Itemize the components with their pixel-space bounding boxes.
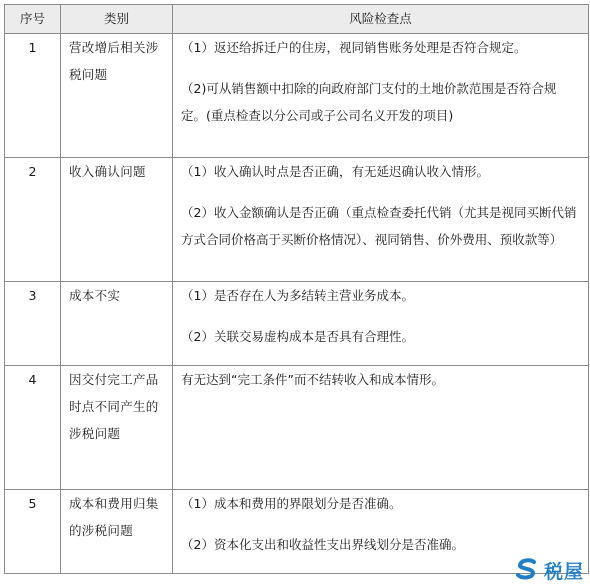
table-row <box>5 490 589 574</box>
checkpoint-item: （1）是否存在人为多结转主营业务成本。 <box>181 288 414 303</box>
row-seq: 1 <box>5 34 61 158</box>
checkpoint-item: （2）资本化支出和收益性支出界线划分是否准确。 <box>181 537 464 552</box>
header-checkpoints: 风险检查点 <box>173 5 589 34</box>
table-row <box>5 158 589 282</box>
header-seq: 序号 <box>5 5 61 34</box>
checkpoint-item: （2)可从销售额中扣除的向政府部门支付的土地价款范围是否符合规定。(重点检查以分公司或子公司名义开发的项目) <box>181 81 557 123</box>
row-category: 收入确认问题 <box>61 158 173 282</box>
checkpoint-item: （1）返还给拆迁户的住房，视同销售账务处理是否符合规定。 <box>181 40 527 55</box>
checkpoint-item: （2）收入金额确认是否正确（重点检查委托代销（尤其是视同买断代销方式合同价格高于买断价格情况）、视同销售、价外费用、预收款等） <box>181 205 577 247</box>
row-checkpoints <box>173 34 589 158</box>
row-category: 成本和费用归集的涉税问题 <box>61 490 173 574</box>
checkpoint-item: 有无达到“完工条件”而不结转收入和成本情形。 <box>181 372 444 387</box>
row-category: 成本不实 <box>61 282 173 366</box>
risk-check-table <box>4 4 589 574</box>
table-header <box>5 5 589 34</box>
row-category: 营改增后相关涉税问题 <box>61 34 173 158</box>
row-checkpoints <box>173 366 589 490</box>
checkpoint-item: （1）成本和费用的界限划分是否准确。 <box>181 496 402 511</box>
s-logo-icon <box>514 558 540 584</box>
row-seq: 4 <box>5 366 61 490</box>
row-checkpoints <box>173 158 589 282</box>
row-category: 因交付完工产品时点不同产生的涉税问题 <box>61 366 173 490</box>
header-category: 类别 <box>61 5 173 34</box>
checkpoint-item: （2）关联交易虚构成本是否具有合理性。 <box>181 329 414 344</box>
table-body <box>5 34 589 574</box>
row-seq: 5 <box>5 490 61 574</box>
row-seq: 2 <box>5 158 61 282</box>
row-checkpoints <box>173 282 589 366</box>
table-row <box>5 282 589 366</box>
table-row <box>5 366 589 490</box>
row-seq: 3 <box>5 282 61 366</box>
table-row <box>5 34 589 158</box>
checkpoint-item: （1）收入确认时点是否正确，有无延迟确认收入情形。 <box>181 164 489 179</box>
watermark-text: 税屋 <box>543 561 584 583</box>
watermark-logo <box>514 557 584 584</box>
